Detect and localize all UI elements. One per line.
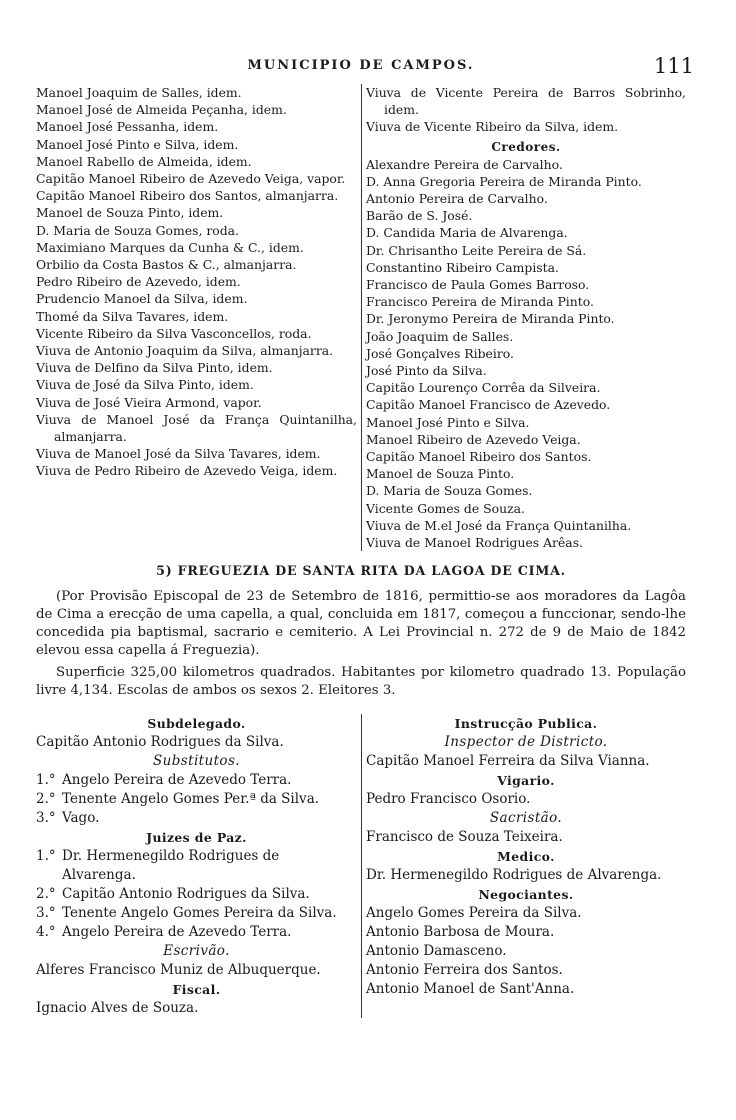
- escrivao-heading: Escrivão.: [163, 943, 230, 960]
- list-item: Manoel Rabello de Almeida, idem.: [36, 153, 252, 169]
- list-item: Viuva de José Vieira Armond, vapor.: [36, 394, 262, 410]
- substituto-item-text: Tenente Angelo Gomes Per.ª da Silva.: [62, 791, 320, 808]
- list-item: Vicente Ribeiro da Silva Vasconcellos, roda.: [36, 325, 312, 341]
- section-paragraph-1: (Por Provisão Episcopal de 23 de Setembro de 1816, permittio-se aos moradores da Lagôa de Cima a erecção de uma capella, a qual, concluida em 1817, começou a funccionar, sendo-lhe concedida pia baptismal, sacrario e cemiterio. A Lei Provincial n. 272 de 9 de Maio de 1842 elevou essa capella á Freguezia).: [36, 589, 686, 659]
- list-item: Viuva de Manoel José da França Quintanilha, almanjarra.: [36, 411, 357, 445]
- subdelegado: Capitão Antonio Rodrigues da Silva.: [36, 734, 284, 751]
- substitutos-heading: Substitutos.: [153, 753, 240, 770]
- vigario-heading: Vigario.: [497, 773, 555, 789]
- credor-item: Manoel de Souza Pinto.: [366, 466, 515, 482]
- negociante-item: Antonio Barbosa de Moura.: [366, 924, 555, 941]
- juiz-item-text: Tenente Angelo Gomes Pereira da Silva.: [62, 905, 337, 922]
- lower-right-column: [361, 714, 686, 1018]
- substituto-item-number: 3.°: [36, 810, 56, 827]
- substituto-item: [36, 809, 357, 828]
- substituto-item-text: Angelo Pereira de Azevedo Terra.: [62, 772, 292, 789]
- section-paragraph-2: Superficie 325,00 kilometros quadrados. Habitantes por kilometro quadrado 13. População livre 4,134. Escolas de ambos os sexos 2. Eleitores 3.: [36, 665, 686, 699]
- substituto-item-number: 2.°: [36, 791, 56, 808]
- upper-columns: [36, 84, 686, 551]
- juiz-item-text: Capitão Antonio Rodrigues da Silva.: [62, 886, 310, 903]
- medico: Dr. Hermenegildo Rodrigues de Alvarenga.: [366, 867, 662, 884]
- credor-item: D. Candida Maria de Alvarenga.: [366, 225, 568, 241]
- credor-item: Capitão Manoel Ribeiro dos Santos.: [366, 449, 592, 465]
- negociante-item: Antonio Manoel de Sant'Anna.: [366, 981, 575, 998]
- juiz-item: [36, 847, 357, 885]
- lower-columns: [36, 714, 686, 1018]
- list-item: Prudencio Manoel da Silva, idem.: [36, 291, 248, 307]
- list-item: Maximiano Marques da Cunha & C., idem.: [36, 239, 304, 255]
- negociantes-list: [366, 904, 686, 999]
- list-item: Orbilio da Costa Bastos & C., almanjarra.: [36, 257, 297, 273]
- credor-item: João Joaquim de Salles.: [366, 328, 514, 344]
- substitutos-list: [36, 771, 357, 828]
- negociante-item: Angelo Gomes Pereira da Silva.: [366, 905, 582, 922]
- substituto-item: [36, 790, 357, 809]
- credor-item: Dr. Chrisantho Leite Pereira de Sá.: [366, 242, 587, 258]
- juiz-item-text: Dr. Hermenegildo Rodrigues de Alvarenga.: [62, 848, 280, 884]
- juiz-item-number: 1.°: [36, 848, 56, 865]
- credor-item: José Gonçalves Ribeiro.: [366, 345, 514, 361]
- right-top-entries: [366, 84, 686, 136]
- list-item: Viuva de Pedro Ribeiro de Azevedo Veiga, idem.: [36, 463, 338, 479]
- juiz-item: [36, 923, 357, 942]
- juiz-item-number: 3.°: [36, 905, 56, 922]
- list-item: Capitão Manoel Ribeiro de Azevedo Veiga, vapor.: [36, 171, 346, 187]
- credor-item: Francisco de Paula Gomes Barroso.: [366, 277, 590, 293]
- list-item: Viuva de Delfino da Silva Pinto, idem.: [36, 360, 273, 376]
- sacristao: Francisco de Souza Teixeira.: [366, 829, 563, 846]
- credores-heading: Credores.: [491, 139, 561, 154]
- juizes-heading: Juizes de Paz.: [146, 830, 247, 846]
- list-item: Manoel Joaquim de Salles, idem.: [36, 85, 242, 100]
- credor-item: Viuva de Manoel Rodrigues Arêas.: [366, 535, 583, 551]
- juizes-list: [36, 847, 357, 942]
- page-header: [36, 54, 694, 84]
- negociantes-heading: Negociantes.: [478, 887, 574, 903]
- lower-left-column: [36, 714, 361, 1018]
- list-item: Capitão Manoel Ribeiro dos Santos, almanjarra.: [36, 188, 339, 204]
- credores-list: [366, 156, 686, 552]
- list-item: Thomé da Silva Tavares, idem.: [36, 308, 229, 324]
- substituto-item: [36, 771, 357, 790]
- credor-item: José Pinto da Silva.: [366, 363, 487, 379]
- section-title: 5) FREGUEZIA DE SANTA RITA DA LAGOA DE CIMA.: [156, 563, 566, 579]
- credor-item: Alexandre Pereira de Carvalho.: [366, 156, 563, 172]
- page-number: 111: [653, 54, 694, 78]
- vigario: Pedro Francisco Osorio.: [366, 791, 531, 808]
- subdelegado-heading: Subdelegado.: [147, 716, 246, 732]
- credor-item: Capitão Manoel Francisco de Azevedo.: [366, 397, 611, 413]
- juiz-item: [36, 885, 357, 904]
- medico-heading: Medico.: [497, 849, 555, 865]
- negociante-item: Antonio Ferreira dos Santos.: [366, 962, 563, 979]
- credor-item: Antonio Pereira de Carvalho.: [366, 191, 548, 207]
- juiz-item: [36, 904, 357, 923]
- credor-item: Francisco Pereira de Miranda Pinto.: [366, 294, 594, 310]
- fiscal: Ignacio Alves de Souza.: [36, 1000, 199, 1017]
- sacristao-heading: Sacristão.: [489, 810, 563, 827]
- credor-item: Vicente Gomes de Souza.: [366, 500, 525, 516]
- credor-item: Constantino Ribeiro Campista.: [366, 259, 559, 275]
- fiscal-heading: Fiscal.: [172, 982, 221, 998]
- list-item: Pedro Ribeiro de Azevedo, idem.: [36, 274, 241, 290]
- negociante-item: Antonio Damasceno.: [366, 943, 507, 960]
- credor-item: Barão de S. José.: [366, 208, 473, 224]
- substituto-item-text: Vago.: [62, 810, 100, 827]
- juiz-item-text: Angelo Pereira de Azevedo Terra.: [62, 924, 292, 941]
- left-column: [36, 84, 361, 551]
- list-item: Viuva de Manoel José da Silva Tavares, idem.: [36, 446, 321, 462]
- credor-item: Manoel Ribeiro de Azevedo Veiga.: [366, 431, 581, 447]
- list-item: Viuva de Antonio Joaquim da Silva, almanjarra.: [36, 343, 334, 359]
- instrucao-heading: Instrucção Publica.: [454, 716, 598, 732]
- inspector-heading: Inspector de Districto.: [444, 734, 608, 751]
- juiz-item-number: 4.°: [36, 924, 56, 941]
- list-item: D. Maria de Souza Gomes, roda.: [36, 222, 239, 238]
- credor-item: Dr. Jeronymo Pereira de Miranda Pinto.: [366, 311, 615, 327]
- substituto-item-number: 1.°: [36, 772, 56, 789]
- right-column: [361, 84, 686, 551]
- inspector: Capitão Manoel Ferreira da Silva Vianna.: [366, 753, 650, 770]
- list-item: Manoel José Pessanha, idem.: [36, 119, 219, 135]
- juiz-item-number: 2.°: [36, 886, 56, 903]
- credor-item: D. Maria de Souza Gomes.: [366, 483, 533, 499]
- credor-item: Capitão Lourenço Corrêa da Silveira.: [366, 380, 601, 396]
- list-item: Manoel José de Almeida Peçanha, idem.: [36, 102, 287, 118]
- credor-item: Viuva de M.el José da França Quintanilha.: [366, 517, 632, 533]
- page-title: MUNICIPIO DE CAMPOS.: [247, 58, 475, 73]
- credor-item: D. Anna Gregoria Pereira de Miranda Pinto.: [366, 173, 642, 189]
- list-item: Viuva de Vicente Pereira de Barros Sobrinho, idem.: [366, 85, 686, 118]
- credor-item: Manoel José Pinto e Silva.: [366, 414, 530, 430]
- escrivao: Alferes Francisco Muniz de Albuquerque.: [36, 962, 321, 979]
- page: [36, 54, 694, 1018]
- list-item: Viuva de Vicente Ribeiro da Silva, idem.: [366, 119, 619, 135]
- list-item: Manoel de Souza Pinto, idem.: [36, 205, 224, 221]
- list-item: Viuva de José da Silva Pinto, idem.: [36, 377, 254, 393]
- list-item: Manoel José Pinto e Silva, idem.: [36, 136, 239, 152]
